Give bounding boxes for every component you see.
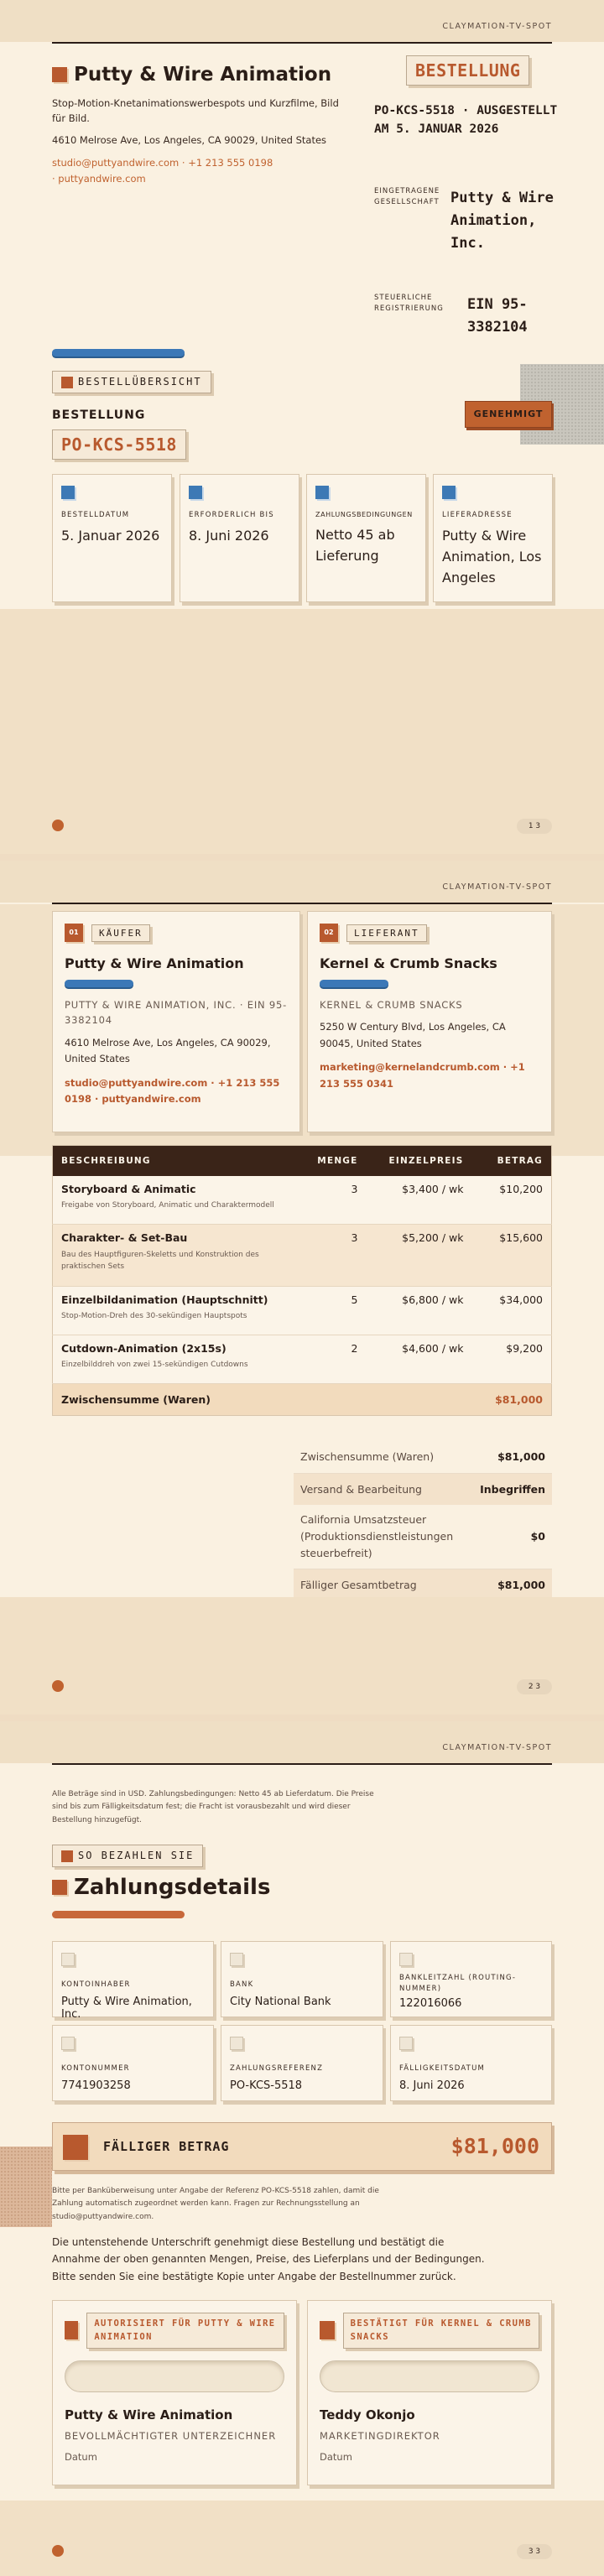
payment-heading: Zahlungsdetails <box>74 1875 271 1900</box>
item-unit-price: $3,400 / wk <box>402 1182 464 1195</box>
item-description: Einzelbilddreh von zwei 15-sekündigen Cutdowns <box>61 1361 248 1369</box>
card-label: ZAHLUNGSBEDINGUNGEN <box>315 511 413 518</box>
page-3 <box>0 1721 604 2576</box>
supplier-card <box>307 911 552 1132</box>
totals-value: $81,000 <box>497 1450 545 1464</box>
po-number-chip <box>52 429 186 460</box>
summary-card-delivery-address <box>433 474 553 602</box>
signature-square-icon <box>320 2321 335 2339</box>
company-contact-line-1: studio@puttyandwire.com · +1 213 555 0198 <box>52 156 273 169</box>
field-square-icon <box>399 2037 413 2050</box>
footer-band <box>0 609 604 854</box>
item-qty: 3 <box>351 1231 358 1244</box>
page-number: 2 3 <box>517 1679 552 1694</box>
totals-label: Zwischensumme (Waren) <box>300 1450 435 1464</box>
field-value: PO-KCS-5518 <box>230 2079 303 2092</box>
totals-value: $0 <box>530 1530 545 1543</box>
item-qty: 5 <box>351 1293 358 1306</box>
totals-table <box>294 1441 552 1600</box>
subtotal-label: Zwischensumme (Waren) <box>61 1393 211 1406</box>
company-contact-line-2: · puttyandwire.com <box>52 173 146 185</box>
page-number: 1 3 <box>517 819 552 834</box>
card-square-icon <box>442 486 456 499</box>
header-rule <box>52 1763 552 1765</box>
accent-bar-blue <box>52 349 185 356</box>
item-description: Bau des Hauptfiguren-Skeletts und Konstruktion des praktischen Sets <box>61 1251 259 1272</box>
amount-due-banner <box>52 2122 552 2171</box>
header-band <box>0 861 604 903</box>
card-value: Netto 45 ab Lieferung <box>315 527 395 564</box>
page-1 <box>0 0 604 854</box>
payment-field-routing <box>390 1941 552 2017</box>
totals-row <box>294 1441 552 1473</box>
totals-label: Fälliger Gesamtbetrag <box>300 1578 417 1591</box>
signer-name: Putty & Wire Animation <box>65 2407 233 2422</box>
buyer-number-badge: 01 <box>65 924 83 942</box>
totals-row <box>294 1505 552 1569</box>
field-value: 7741903258 <box>61 2079 131 2092</box>
signature-date-label: Datum <box>320 2450 352 2463</box>
field-square-icon <box>61 1953 75 1966</box>
totals-row-grand <box>294 1569 552 1600</box>
card-value: 8. Juni 2026 <box>189 528 269 544</box>
supplier-address: 5250 W Century Blvd, Los Angeles, CA 90045, United States <box>320 1021 506 1049</box>
running-head: CLAYMATION-TV-SPOT <box>442 22 552 31</box>
item-unit-price: $5,200 / wk <box>402 1231 464 1244</box>
brand-square-icon <box>52 67 67 82</box>
company-contact[interactable] <box>52 155 341 188</box>
item-qty: 2 <box>351 1342 358 1355</box>
heading-square-icon <box>52 1880 67 1895</box>
payment-instructions: Bitte per Banküberweisung unter Angabe der Referenz PO-KCS-5518 zahlen, damit die Zahlung automatisch zugeordnet werden kann. Fragen zur Rechnungsstellung an studio@puttyandwire.com. <box>52 2187 379 2221</box>
buyer-card <box>52 911 300 1132</box>
approval-text: Die untenstehende Unterschrift genehmigt diese Bestellung und bestätigt die Annahme der oben genannten Mengen, Preise, des Lieferplans und der Bedingungen. Bitte senden Sie eine bestätigte Kopie unter Angabe der Bestellnummer zurück. <box>52 2236 485 2282</box>
supplier-legal: KERNEL & CRUMB SNACKS <box>320 999 463 1011</box>
company-address: 4610 Melrose Ave, Los Angeles, CA 90029, United States <box>52 133 327 146</box>
payment-note: Alle Beträge sind in USD. Zahlungsbedingungen: Netto 45 ab Lieferdatum. Die Preise sind bis zum Fälligkeitsdatum fest; die Fracht ist vorausbezahlt und wird dieser Bestellung hinzugefügt. <box>52 1790 374 1824</box>
card-value: 5. Januar 2026 <box>61 528 160 544</box>
chip-square-icon <box>61 377 73 388</box>
item-description: Stop-Motion-Dreh des 30-sekündigen Hauptspots <box>61 1312 247 1320</box>
payment-field-bank <box>221 1941 383 2017</box>
signer-name: Teddy Okonjo <box>320 2407 415 2422</box>
payment-chip <box>52 1845 203 1867</box>
tax-value: EIN 95-3382104 <box>467 296 528 336</box>
col-header-description: BESCHREIBUNG <box>61 1155 151 1166</box>
supplier-contact[interactable]: marketing@kernelandcrumb.com · +1 213 555 0341 <box>320 1061 525 1090</box>
card-square-icon <box>189 486 202 499</box>
footer-band <box>0 1597 604 1715</box>
signature-line[interactable] <box>320 2360 539 2392</box>
col-header-unit-price: EINZELPREIS <box>388 1155 464 1166</box>
registered-label: EINGETRAGENE GESELLSCHAFT <box>374 187 440 206</box>
overview-heading: BESTELLUNG <box>52 409 146 422</box>
overview-chip <box>52 371 211 393</box>
overview-chip-label: BESTELLÜBERSICHT <box>78 376 202 388</box>
supplier-chip: LIEFERANT <box>346 924 427 942</box>
company-block <box>52 64 341 188</box>
signature-card-supplier <box>307 2300 552 2485</box>
buyer-contact[interactable]: studio@puttyandwire.com · +1 213 555 0198 · puttyandwire.com <box>65 1076 280 1106</box>
running-head: CLAYMATION-TV-SPOT <box>442 1743 552 1752</box>
tax-label: STEUERLICHE REGISTRIERUNG <box>374 294 444 313</box>
signature-chip: AUTORISIERT FÜR PUTTY & WIRE ANIMATION <box>86 2313 284 2349</box>
accent-bar-blue <box>65 980 133 987</box>
payment-heading-row <box>52 1875 270 1900</box>
accent-bar-orange <box>52 1911 185 1918</box>
buyer-name: Putty & Wire Animation <box>65 955 244 971</box>
doc-type-badge <box>406 55 529 86</box>
signer-role: BEVOLLMÄCHTIGTER UNTERZEICHNER <box>65 2429 277 2442</box>
supplier-name: Kernel & Crumb Snacks <box>320 955 497 971</box>
status-badge: GENEHMIGT <box>465 401 552 428</box>
signature-line[interactable] <box>65 2360 284 2392</box>
item-amount: $34,000 <box>499 1293 543 1306</box>
field-square-icon <box>399 1953 413 1966</box>
signature-date-label: Datum <box>65 2450 97 2463</box>
item-description: Freigabe von Storyboard, Animatic und Charaktermodell <box>61 1200 274 1210</box>
field-value: City National Bank <box>230 1996 331 2008</box>
signature-card-buyer <box>52 2300 297 2485</box>
payment-field-due-date <box>390 2025 552 2101</box>
buyer-address: 4610 Melrose Ave, Los Angeles, CA 90029, United States <box>65 1036 271 1065</box>
chip-square-icon <box>61 1850 73 1862</box>
page-gap <box>0 1715 604 1721</box>
table-row <box>53 1225 552 1287</box>
due-square-icon <box>63 2135 88 2160</box>
field-label: KONTONUMMER <box>61 2064 130 2073</box>
page-number: 3 3 <box>517 2544 552 2559</box>
table-row <box>53 1335 552 1384</box>
page-dot-icon <box>52 820 64 831</box>
totals-value: Inbegriffen <box>480 1482 545 1496</box>
page-gap <box>0 854 604 861</box>
item-unit-price: $4,600 / wk <box>402 1342 464 1355</box>
company-tagline: Stop-Motion-Knetanimationswerbespots und Kurzfilme, Bild für Bild. <box>52 97 339 125</box>
item-amount: $15,600 <box>499 1231 543 1244</box>
card-label: ERFORDERLICH BIS <box>189 511 274 519</box>
item-unit-price: $6,800 / wk <box>402 1293 464 1306</box>
company-name: Putty & Wire Animation <box>74 64 332 86</box>
page-dot-icon <box>52 1680 64 1692</box>
card-value: Putty & Wire Animation, Los Angeles <box>442 528 542 585</box>
signer-role: MARKETINGDIREKTOR <box>320 2429 440 2442</box>
table-subtotal-row <box>53 1384 552 1416</box>
subtotal-value: $81,000 <box>495 1393 543 1406</box>
doc-number-issued: PO-KCS-5518 · AUSGESTELLT AM 5. JANUAR 2026 <box>374 104 558 137</box>
header-rule <box>52 42 552 44</box>
totals-value: $81,000 <box>497 1578 545 1591</box>
buyer-legal: PUTTY & WIRE ANIMATION, INC. · EIN 95-3382104 <box>65 999 288 1027</box>
accent-bar-blue <box>320 980 388 987</box>
item-qty: 3 <box>351 1182 358 1195</box>
field-label: BANKLEITZAHL (ROUTING-NUMMER) <box>399 1974 517 1994</box>
item-title: Storyboard & Animatic <box>61 1182 196 1195</box>
field-label: ZAHLUNGSREFERENZ <box>230 2064 324 2073</box>
header-band <box>0 0 604 42</box>
supplier-number-badge: 02 <box>320 924 338 942</box>
page-2 <box>0 861 604 1715</box>
amount-due-value: $81,000 <box>450 2134 539 2158</box>
item-amount: $10,200 <box>499 1182 543 1195</box>
card-square-icon <box>315 486 329 499</box>
item-title: Charakter- & Set-Bau <box>61 1231 188 1244</box>
field-value: Putty & Wire Animation, Inc. <box>61 1996 192 2021</box>
table-header-row <box>53 1146 552 1176</box>
table-row <box>53 1287 552 1335</box>
buyer-chip: KÄUFER <box>91 924 150 942</box>
totals-label: California Umsatzsteuer (Produktionsdienstleistungen steuerbefreit) <box>300 1512 454 1559</box>
totals-label: Versand & Bearbeitung <box>300 1482 422 1496</box>
payment-field-account-number <box>52 2025 214 2101</box>
field-label: BANK <box>230 1980 254 1989</box>
field-value: 8. Juni 2026 <box>399 2079 465 2092</box>
field-square-icon <box>230 2037 243 2050</box>
table-row <box>53 1176 552 1225</box>
totals-row <box>294 1473 552 1505</box>
field-label: KONTOINHABER <box>61 1980 131 1989</box>
po-number: PO-KCS-5518 <box>61 435 177 455</box>
signature-square-icon <box>65 2321 78 2339</box>
page-dot-icon <box>52 2545 64 2557</box>
item-title: Cutdown-Animation (2x15s) <box>61 1342 226 1355</box>
running-head: CLAYMATION-TV-SPOT <box>442 882 552 892</box>
field-label: FÄLLIGKEITSDATUM <box>399 2064 486 2073</box>
header-band <box>0 1721 604 1763</box>
amount-due-label: FÄLLIGER BETRAG <box>103 2139 230 2154</box>
item-amount: $9,200 <box>506 1342 543 1355</box>
col-header-qty: MENGE <box>317 1155 358 1166</box>
summary-card-order-date <box>52 474 172 602</box>
field-value: 122016066 <box>399 1997 462 2011</box>
doc-type-label: BESTELLUNG <box>415 60 521 81</box>
summary-card-payment-terms <box>306 474 426 602</box>
field-square-icon <box>61 2037 75 2050</box>
card-label: LIEFERADRESSE <box>442 511 513 519</box>
card-square-icon <box>61 486 75 499</box>
footer-band <box>0 2501 604 2576</box>
card-label: BESTELLDATUM <box>61 511 130 519</box>
item-title: Einzelbildanimation (Hauptschnitt) <box>61 1293 268 1306</box>
payment-field-reference <box>221 2025 383 2101</box>
signature-chip: BESTÄTIGT FÜR KERNEL & CRUMB SNACKS <box>343 2313 539 2349</box>
payment-chip-label: SO BEZAHLEN SIE <box>78 1850 195 1861</box>
texture-swatch <box>0 2147 52 2227</box>
summary-card-required-by <box>180 474 299 602</box>
payment-field-account-holder <box>52 1941 214 2021</box>
registered-value: Putty & Wire Animation, Inc. <box>450 190 554 252</box>
line-items-table <box>52 1145 552 1416</box>
field-square-icon <box>230 1953 243 1966</box>
col-header-amount: BETRAG <box>497 1155 543 1166</box>
